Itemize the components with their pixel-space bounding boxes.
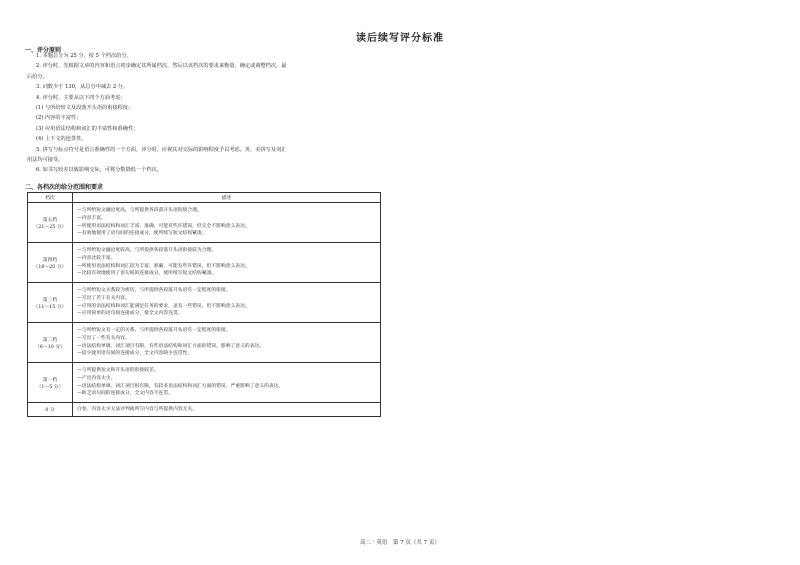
section1-line: (1) 与所给短文及段落开头语的衔接程度； (36, 105, 134, 111)
level-score-range: （21～25 分） (33, 224, 67, 230)
description-line: —与所给短文有一定的关系，与所提供各段落开头语有一定程度的衔接。 (77, 328, 231, 334)
table-header-row (28, 193, 381, 203)
description-cell (73, 323, 381, 363)
description-line: —比较有效地使用了语句间的连接成分，使所续写短文结构紧凑。 (77, 271, 217, 277)
level-score-range: （1～5 分） (36, 384, 64, 390)
level-name: 第三档 (42, 297, 58, 303)
level-name: 第四档 (42, 257, 58, 263)
page-footer: 高二 · 英语 第 7 页（共 7 页） (360, 540, 440, 546)
section1-line: 5. 拼写与标点符号是语言准确性的一个方面，评分时，应视其对交际的影响程度予以考虑。英、美拼写及词汇 (36, 146, 287, 153)
description-line: —与所提供短文和开头语的衔接较差。 (77, 368, 159, 374)
level-score-range: （11～15 分） (33, 304, 67, 310)
page-title: 读后续写评分标准 (356, 33, 444, 44)
level-score-range: （16～20 分） (33, 264, 67, 270)
section1-line: 3. 词数少于 130，从总分中减去 2 分。 (36, 84, 129, 91)
section1-line: 4. 评分时，主要从以下四个方面考虑： (36, 94, 126, 101)
section1-line: 6. 如书写较差以致影响交际，可将分数降低一个档次。 (36, 167, 162, 174)
description-line: —语法结构单调、词汇项目很有限，有较多语法结构和词汇方面的错误，严重影响了意义的表达。 (77, 383, 284, 389)
description-cell (73, 283, 381, 323)
description-line: —内容丰富。 (77, 215, 106, 221)
description-line: 白卷、内容太少无法评判或所写内容与所提供内容无关。 (77, 406, 197, 412)
description-line: —写出了若干有关内容。 (77, 295, 130, 301)
description-line: —应用简单的语句间连接成分，使全文内容连贯。 (77, 311, 183, 317)
description-cell (73, 363, 381, 403)
description-line: —较少使用语句间的连接成分，全文内容缺少连贯性。 (77, 351, 193, 357)
section1-line: (4) 上下文的连贯性。 (36, 136, 87, 143)
description-line: —有效地使用了语句间的连接成分，使所续写短文结构紧凑。 (77, 231, 207, 237)
level-cell (28, 203, 73, 243)
description-cell (73, 243, 381, 283)
level-cell (28, 403, 73, 417)
description-line: —内容比较丰富。 (77, 255, 116, 261)
level-name: 0 分 (45, 408, 55, 413)
table-row (28, 363, 381, 403)
level-name: 第一档 (42, 377, 58, 383)
description-line: —缺乏语句间的连接成分，全文内容不连贯。 (77, 391, 173, 397)
level-score-range: （6～10 分） (35, 344, 65, 350)
description-cell (73, 403, 381, 417)
description-line: —写出了一些有关内容。 (77, 335, 130, 341)
table-row (28, 323, 381, 363)
description-line: —与所给短文融洽度高，与所提供各段落开头语衔接合理。 (77, 208, 202, 214)
description-line: —与所给短文关系较为密切，与所提供各段落开头语有一定程度的衔接。 (77, 288, 231, 294)
section1-line: 2. 评分时，先根据文章的内容和语言初步确定其所属档次，然后以该档次的要求来衡量，确定或调整档次，最 (36, 63, 287, 70)
description-line: —语法结构单调、词汇项目有限，有些语法结构和词汇方面的错误，影响了意义的表达。 (77, 343, 265, 349)
table-row (28, 203, 381, 243)
level-name: 第五档 (42, 217, 58, 223)
section1-line: 1. 本题总分为 25 分，按 5 个档次给分。 (36, 53, 132, 59)
level-cell (28, 363, 73, 403)
description-line: —与所给短文融洽度较高，与所提供各段落开头语衔接较为合理。 (77, 248, 217, 254)
scoring-table (27, 192, 381, 417)
description-cell (73, 203, 381, 243)
table-row (28, 243, 381, 283)
section1-line: 后给分。 (27, 73, 48, 80)
section1-line: (2) 内容的丰富性； (36, 115, 82, 122)
section2-heading: 二、各档次的给分范围和要求 (25, 184, 104, 191)
description-line: —所使用语法结构和词汇丰富、准确，可能有些许错误，但完全不影响意义表达。 (77, 223, 250, 229)
level-name: 第二档 (42, 337, 58, 343)
level-cell (28, 283, 73, 323)
description-line: —所使用语法结构和词汇较为丰富、准确，可能有些许错误，但不影响意义表达。 (77, 263, 250, 269)
description-line: —应用的语法结构和词汇能满足任务的要求，虽有一些错误，但不影响意义表达。 (77, 303, 250, 309)
level-cell (28, 243, 73, 283)
section1-heading: 一、评分原则 (25, 47, 62, 54)
header-level: 档次 (28, 193, 73, 203)
table-row (28, 283, 381, 323)
section1-line: (3) 应用语法结构和词汇的丰富性和准确性； (36, 125, 139, 132)
header-description: 描述 (73, 193, 381, 203)
level-cell (28, 323, 73, 363)
section1-line: 用法均可接受。 (27, 157, 64, 163)
description-line: —产出内容太少。 (77, 375, 116, 381)
table-row (28, 403, 381, 417)
